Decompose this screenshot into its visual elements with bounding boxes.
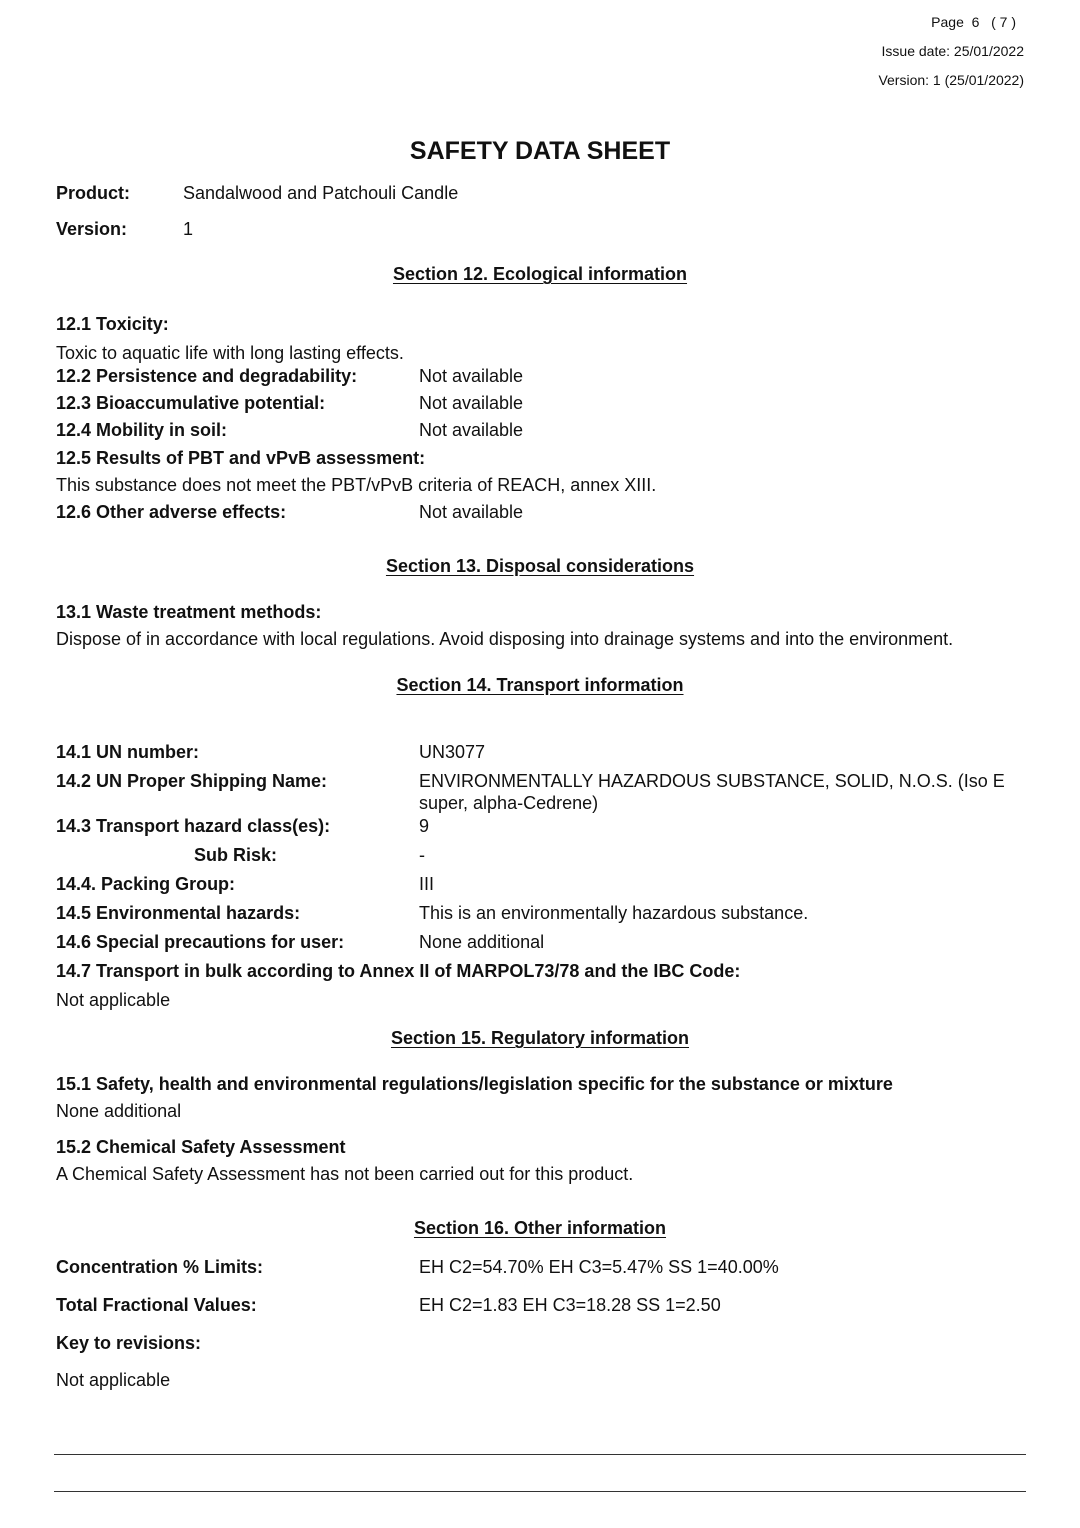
version-header: Version: 1 (25/01/2022) — [878, 72, 1024, 88]
page-total: ( 7 ) — [991, 14, 1016, 30]
regulations-label: 15.1 Safety, health and environmental regulations/legislation specific for the substance or mixture — [56, 1074, 893, 1094]
bioaccumulative-value: Not available — [419, 393, 524, 413]
revisions-text: Not applicable — [56, 1370, 171, 1390]
hazard-class-value: 9 — [419, 816, 430, 836]
page-num: 6 — [971, 14, 980, 30]
section-13-heading: Section 13. Disposal considerations — [385, 556, 695, 576]
footer-rule-top — [54, 1454, 1026, 1455]
revisions-label: Key to revisions: — [56, 1333, 202, 1353]
issue-date: Issue date: 25/01/2022 — [881, 43, 1024, 59]
packing-group-label: 14.4. Packing Group: — [56, 874, 236, 894]
waste-label: 13.1 Waste treatment methods: — [56, 602, 322, 622]
other-effects-value: Not available — [419, 502, 524, 522]
mobility-value: Not available — [419, 420, 524, 440]
bulk-transport-label: 14.7 Transport in bulk according to Annex II of MARPOL73/78 and the IBC Code: — [56, 961, 741, 981]
env-hazards-label: 14.5 Environmental hazards: — [56, 903, 301, 923]
concentration-label: Concentration % Limits: — [56, 1257, 264, 1277]
pbt-label: 12.5 Results of PBT and vPvB assessment: — [56, 448, 426, 468]
sub-risk-value: - — [419, 845, 425, 865]
csa-label: 15.2 Chemical Safety Assessment — [56, 1137, 346, 1157]
packing-group-value: III — [419, 874, 435, 894]
version-label: Version: — [56, 219, 128, 239]
other-effects-label: 12.6 Other adverse effects: — [56, 502, 287, 522]
regulations-text: None additional — [56, 1101, 182, 1121]
product-label: Product: — [56, 183, 130, 203]
special-precautions-label: 14.6 Special precautions for user: — [56, 932, 345, 952]
concentration-value: EH C2=54.70% EH C3=5.47% SS 1=40.00% — [419, 1257, 779, 1277]
un-number-value: UN3077 — [419, 742, 486, 762]
product-value: Sandalwood and Patchouli Candle — [183, 183, 459, 203]
footer-rule-bottom — [54, 1491, 1026, 1492]
bulk-transport-text: Not applicable — [56, 990, 171, 1010]
mobility-label: 12.4 Mobility in soil: — [56, 420, 228, 440]
fractional-value: EH C2=1.83 EH C3=18.28 SS 1=2.50 — [419, 1295, 721, 1315]
version-value: 1 — [183, 219, 194, 239]
toxicity-text: Toxic to aquatic life with long lasting effects. — [56, 343, 404, 363]
section-14-heading: Section 14. Transport information — [396, 675, 684, 695]
csa-text: A Chemical Safety Assessment has not been carried out for this product. — [56, 1164, 634, 1184]
fractional-label: Total Fractional Values: — [56, 1295, 257, 1315]
waste-text: Dispose of in accordance with local regulations. Avoid disposing into drainage systems and into the environment. — [56, 629, 954, 649]
section-16-heading: Section 16. Other information — [413, 1218, 667, 1238]
sub-risk-label: Sub Risk: — [194, 845, 278, 865]
bioaccumulative-label: 12.3 Bioaccumulative potential: — [56, 393, 326, 413]
section-15-heading: Section 15. Regulatory information — [390, 1028, 690, 1048]
page-number — [931, 14, 1016, 30]
persistence-label: 12.2 Persistence and degradability: — [56, 366, 358, 386]
env-hazards-value: This is an environmentally hazardous substance. — [419, 903, 809, 923]
special-precautions-value: None additional — [419, 932, 545, 952]
pbt-text: This substance does not meet the PBT/vPvB criteria of REACH, annex XIII. — [56, 475, 657, 495]
shipping-name-label: 14.2 UN Proper Shipping Name: — [56, 771, 328, 791]
hazard-class-label: 14.3 Transport hazard class(es): — [56, 816, 331, 836]
page-prefix: Page — [931, 14, 964, 30]
un-number-label: 14.1 UN number: — [56, 742, 200, 762]
section-12-heading: Section 12. Ecological information — [392, 264, 688, 284]
persistence-value: Not available — [419, 366, 524, 386]
toxicity-label: 12.1 Toxicity: — [56, 314, 169, 334]
shipping-name-value: ENVIRONMENTALLY HAZARDOUS SUBSTANCE, SOLID, N.O.S. (Iso E super, alpha-Cedrene) — [419, 771, 1005, 813]
document-title: SAFETY DATA SHEET — [409, 137, 671, 165]
